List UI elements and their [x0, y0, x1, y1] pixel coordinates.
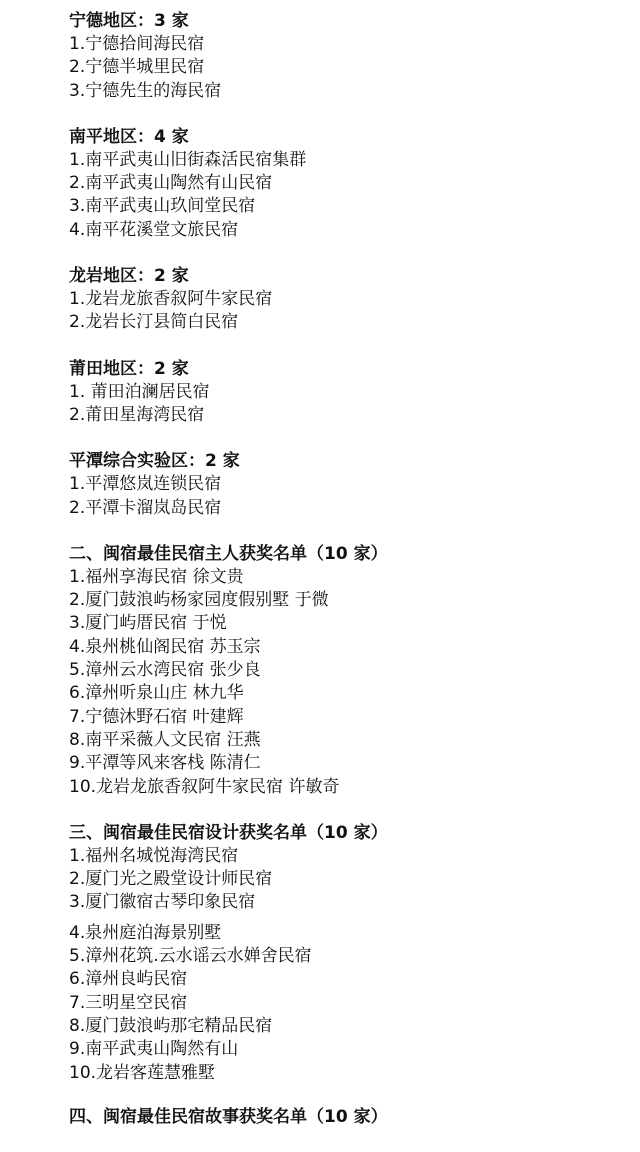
list-item: 3.南平武夷山玖间堂民宿 [69, 196, 256, 217]
list-item: 2.南平武夷山陶然有山民宿 [69, 173, 273, 194]
list-item: 4.泉州桃仙阁民宿 苏玉宗 [69, 636, 261, 657]
list-item: 10.龙岩龙旅香叙阿牛家民宿 许敏奇 [69, 776, 340, 797]
list-item: 2.宁德半城里民宿 [69, 57, 205, 78]
document-body [69, 10, 630, 1152]
list-item: 2.龙岩长汀县简白民宿 [69, 312, 239, 333]
list-item: 6.漳州良屿民宿 [69, 969, 188, 990]
list-item: 3.宁德先生的海民宿 [69, 80, 222, 101]
section-ningde [69, 10, 630, 103]
list-item: 1.福州名城悦海湾民宿 [69, 845, 239, 866]
section-heading: 莆田地区：2 家 [69, 358, 189, 379]
section-heading: 龙岩地区：2 家 [69, 266, 189, 287]
list-item: 1.南平武夷山旧街森活民宿集群 [69, 149, 307, 170]
section-pingtan [69, 450, 630, 520]
section-best-design [69, 822, 630, 1085]
list-item: 1.宁德拾间海民宿 [69, 34, 205, 54]
list-item: 3.厦门徽宿古琴印象民宿 [69, 892, 256, 913]
section-putian [69, 358, 630, 428]
list-item: 1.龙岩龙旅香叙阿牛家民宿 [69, 289, 273, 310]
section-heading: 四、闽宿最佳民宿故事获奖名单（10 家） [69, 1106, 388, 1127]
section-heading: 二、闽宿最佳民宿主人获奖名单（10 家） [69, 543, 388, 564]
list-item: 1.福州享海民宿 徐文贵 [69, 566, 244, 587]
list-item: 10.龙岩客莲慧雅墅 [69, 1062, 216, 1083]
section-best-story [69, 1106, 630, 1129]
list-item: 7.三明星空民宿 [69, 992, 188, 1013]
list-item: 9.南平武夷山陶然有山 [69, 1039, 239, 1060]
list-item: 3.厦门屿厝民宿 于悦 [69, 613, 227, 634]
list-item: 2.平潭卡溜岚岛民宿 [69, 497, 222, 518]
list-item: 4.南平花溪堂文旅民宿 [69, 219, 239, 240]
list-item: 2.莆田星海湾民宿 [69, 404, 205, 425]
list-item: 2.厦门光之殿堂设计师民宿 [69, 869, 273, 890]
list-item: 6.漳州听泉山庄 林九华 [69, 683, 244, 704]
list-item: 7.宁德沐野石宿 叶建辉 [69, 706, 244, 727]
list-item: 1. 莆田泊澜居民宿 [69, 381, 210, 402]
section-heading: 宁德地区：3 家 [69, 11, 189, 31]
list-item: 9.平潭等风来客栈 陈清仁 [69, 753, 261, 774]
section-heading: 南平地区：4 家 [69, 126, 189, 147]
section-best-host [69, 543, 630, 799]
list-item: 8.南平采薇人文民宿 汪燕 [69, 729, 261, 750]
section-heading: 平潭综合实验区：2 家 [69, 451, 240, 472]
list-item: 4.泉州庭泊海景别墅 [69, 922, 222, 943]
section-nanping [69, 126, 630, 242]
list-item: 5.漳州花筑.云水谣云水婵舍民宿 [69, 946, 312, 967]
section-heading: 三、闽宿最佳民宿设计获奖名单（10 家） [69, 822, 388, 843]
list-item: 1.平潭悠岚连锁民宿 [69, 474, 222, 495]
list-item: 5.漳州云水湾民宿 张少良 [69, 660, 261, 681]
list-item: 8.厦门鼓浪屿那宅精品民宿 [69, 1015, 273, 1036]
section-longyan [69, 265, 630, 335]
list-item: 2.厦门鼓浪屿杨家园度假别墅 于微 [69, 590, 329, 611]
